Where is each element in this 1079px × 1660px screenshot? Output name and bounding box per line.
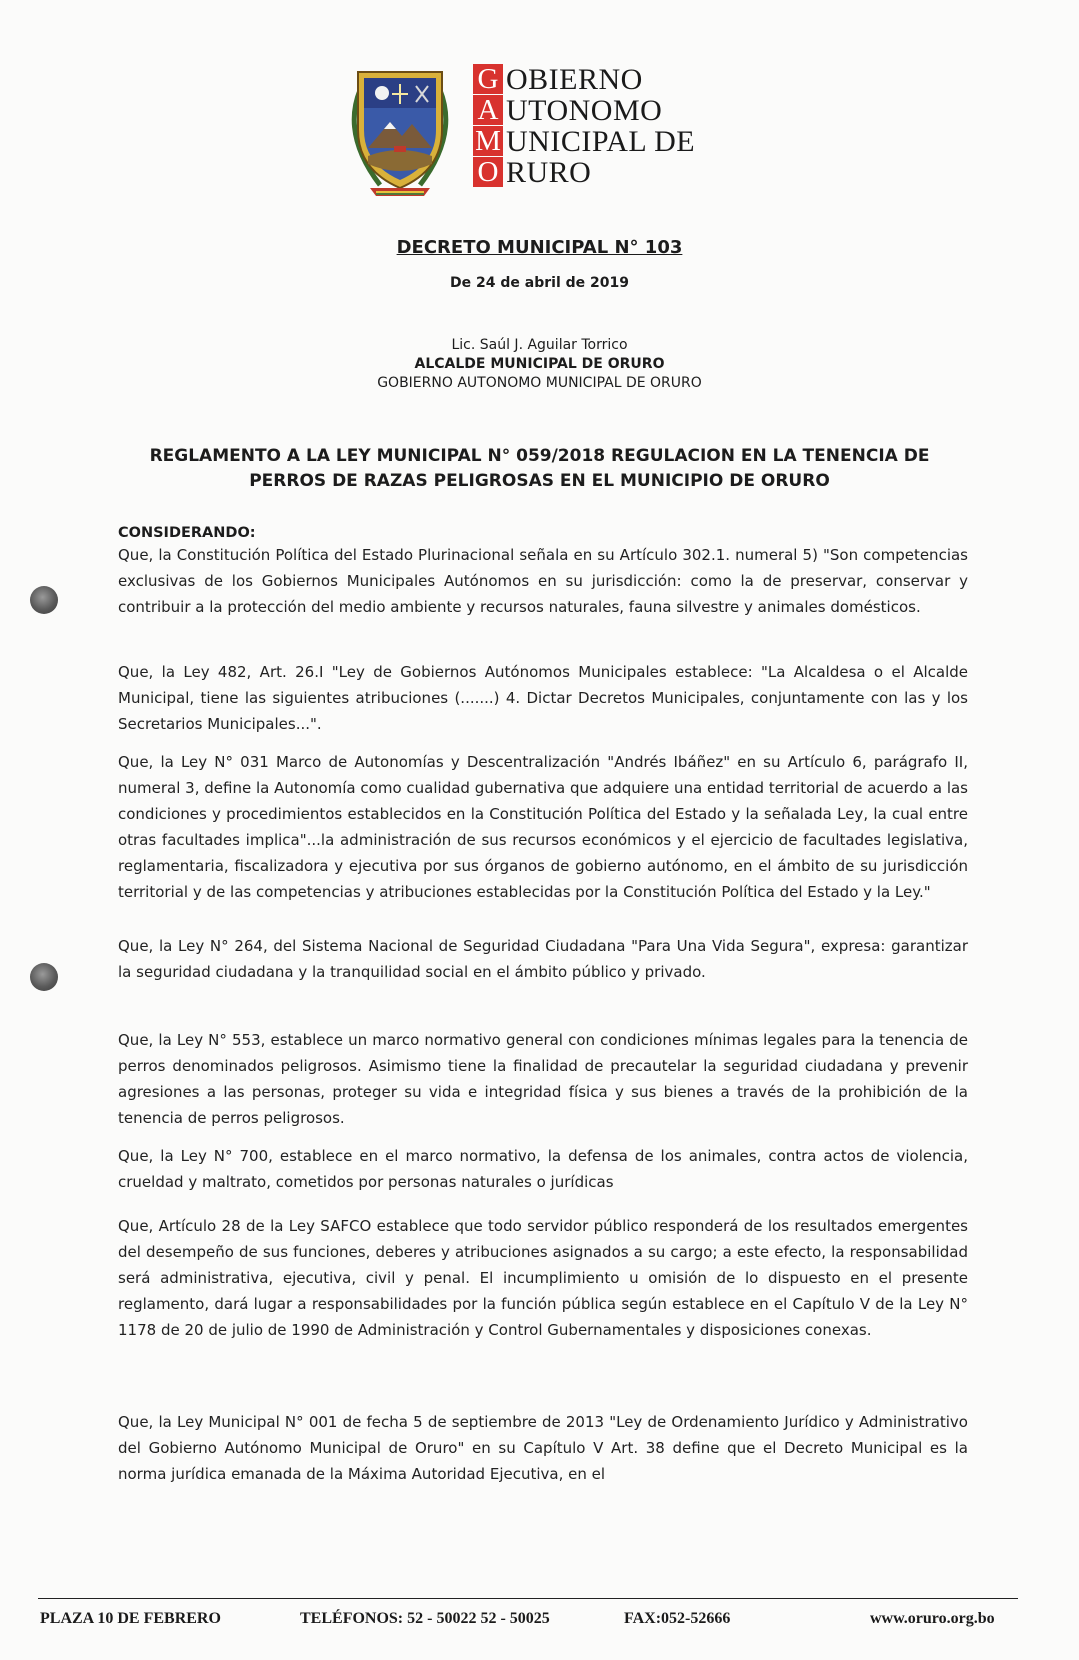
acronym-letter: G [473,64,503,94]
acronym-letter: O [473,157,503,187]
logo-wordmark [506,64,695,188]
punch-hole [30,963,58,991]
decree-date: De 24 de abril de 2019 [450,275,629,291]
footer-phones: TELÉFONOS: 52 - 50022 52 - 50025 [300,1610,550,1627]
footer-address: PLAZA 10 DE FEBRERO [40,1610,221,1627]
acronym-letter: M [473,126,503,156]
paragraph: Que, la Ley N° 264, del Sistema Nacional de Seguridad Ciudadana "Para Una Vida Segura", expresa: garantizar la seguridad ciudadana y la tranquilidad social en el ámbito público y privado. [118,937,968,981]
logo-word: RURO [506,156,592,189]
coat-of-arms-icon [340,60,460,200]
paragraph: Que, la Constitución Política del Estado Plurinacional señala en su Artículo 302.1. numeral 5) "Son competencias exclusivas de los Gobiernos Municipales Autónomos en su jurisdicción: como la de preservar, conservar y contribuir a la protección del medio ambiente y recursos naturales, fauna silvestre y animales domésticos. [118,546,968,616]
regulation-title [0,444,1079,494]
logo-acronym [473,64,503,188]
paragraph: Que, la Ley 482, Art. 26.I "Ley de Gobiernos Autónomos Municipales establece: "La Alcaldesa o el Alcalde Municipal, tiene las siguientes atribuciones (.......) 4. Dictar Decretos Municipales, conjuntamente con las y los Secretarios Municipales...". [118,663,968,733]
decree-title: DECRETO MUNICIPAL N° 103 [396,237,683,258]
footer-fax: FAX:052-52666 [624,1610,731,1627]
paragraph: Que, la Ley Municipal N° 001 de fecha 5 de septiembre de 2013 "Ley de Ordenamiento Jurídico y Administrativo del Gobierno Autónomo Municipal de Oruro" en su Capítulo V Art. 38 define que el Decreto Municipal es la norma jurídica emanada de la Máxima Autoridad Ejecutiva, en el [118,1413,968,1483]
footer-website[interactable]: www.oruro.org.bo [870,1610,995,1627]
regulation-title-line: REGLAMENTO A LA LEY MUNICIPAL N° 059/2018 REGULACION EN LA TENENCIA DE [149,446,930,466]
mayor-block [0,336,1079,393]
paragraph: Que, Artículo 28 de la Ley SAFCO establece que todo servidor público responderá de los resultados emergentes del desempeño de sus funciones, deberes y atribuciones asignados a su cargo; a este efecto, la responsabilidad será administrativa, ejecutiva, civil y penal. El incumplimiento u omisión de lo dispuesto en el presente reglamento, dará lugar a responsabilidades por la función pública según establece en el Capítulo V de la Ley N° 1178 de 20 de julio de 1990 de Administración y Control Gubernamentales y disposiciones conexas. [118,1217,968,1339]
acronym-letter: A [473,95,503,125]
mayor-institution: GOBIERNO AUTONOMO MUNICIPAL DE ORURO [377,375,702,391]
considerando-heading: CONSIDERANDO: [118,525,256,541]
paragraph: Que, la Ley N° 553, establece un marco normativo general con condiciones mínimas legales para la tenencia de perros denominados peligrosos. Asimismo tiene la finalidad de precautelar la seguridad ciudadana y prevenir agresiones a las personas, proteger su vida e integridad física y sus bienes a través de la prohibición de la tenencia de perros peligrosos. [118,1031,968,1127]
logo-word: OBIERNO [506,63,643,96]
logo-word: UNICIPAL DE [506,125,696,158]
mayor-position: ALCALDE MUNICIPAL DE ORURO [414,356,665,372]
regulation-title-line: PERROS DE RAZAS PELIGROSAS EN EL MUNICIPIO DE ORURO [249,471,830,491]
municipal-logo [340,60,740,210]
logo-word: UTONOMO [506,94,663,127]
mayor-name: Lic. Saúl J. Aguilar Torrico [451,337,628,353]
paragraph: Que, la Ley N° 700, establece en el marco normativo, la defensa de los animales, contra actos de violencia, crueldad y maltrato, cometidos por personas naturales o jurídicas [118,1147,968,1191]
paragraph: Que, la Ley N° 031 Marco de Autonomías y Descentralización "Andrés Ibáñez" en su Artículo 6, parágrafo II, numeral 3, define la Autonomía como cualidad gubernativa que adquiere una entidad territorial de acuerdo a las condiciones y procedimientos establecidos en la Constitución Política del Estado y la señalada Ley, la cual entre otras facultades implica"...la administración de sus recursos económicos y el ejercicio de facultades legislativa, reglamentaria, fiscalizadora y ejecutiva por sus órganos de gobierno autónomo, en el ámbito de su jurisdicción territorial y de las competencias y atribuciones establecidas por la Constitución Política del Estado y la Ley." [118,753,968,901]
footer-rule [38,1598,1018,1599]
punch-hole [30,586,58,614]
